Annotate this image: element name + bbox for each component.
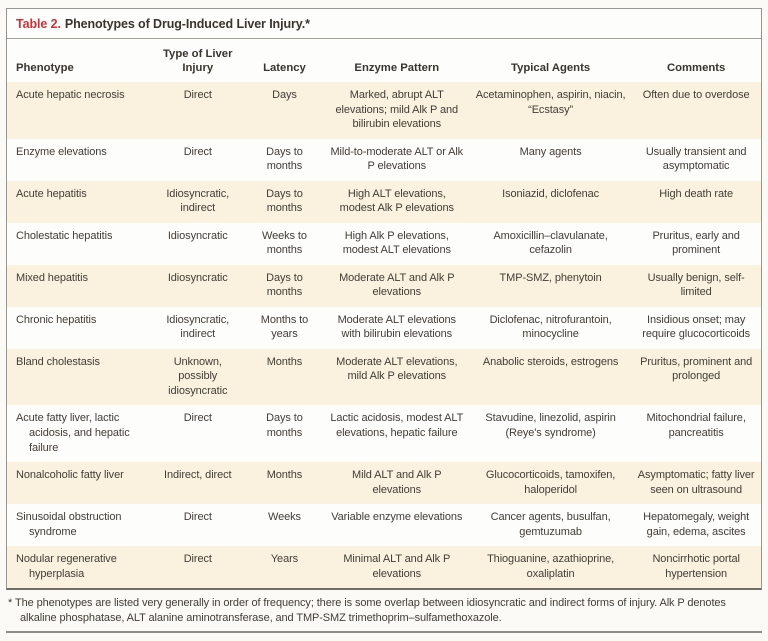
cell-enzyme-pattern: Minimal ALT and Alk P elevations — [343, 553, 451, 580]
cell-injury-type: Unknown, possibly idiosyncratic — [168, 355, 228, 397]
table-row — [7, 181, 761, 223]
cell-comments: Often due to overdose — [642, 89, 750, 102]
cell-typical-agents: Cancer agents, busulfan, gemtuzumab — [490, 511, 611, 538]
cell-enzyme-pattern: Moderate ALT elevations, mild Alk P elevations — [336, 355, 458, 383]
cell-comments: Hepatomegaly, weight gain, edema, ascites — [643, 511, 750, 538]
cell-latency: Days to months — [266, 145, 303, 173]
cell-comments: Pruritus, early and prominent — [652, 229, 740, 257]
table-title — [7, 9, 761, 39]
cell-comments: Pruritus, prominent and prolonged — [640, 355, 753, 383]
cell-latency: Days to months — [266, 271, 303, 299]
cell-injury-type: Idiosyncratic — [167, 229, 228, 242]
cell-latency: Months — [266, 469, 303, 482]
cell-comments: Mitochondrial failure, pancreatitis — [646, 412, 746, 439]
table-row — [7, 265, 761, 307]
cell-phenotype: Mixed hepatitis — [16, 271, 88, 284]
cell-injury-type: Direct — [183, 553, 212, 566]
cell-latency: Months to years — [260, 313, 309, 341]
phenotypes-table — [7, 39, 761, 588]
table-footnote — [8, 596, 760, 626]
cell-injury-type: Idiosyncratic — [167, 271, 228, 284]
cell-enzyme-pattern: Moderate ALT and Alk P elevations — [339, 271, 455, 299]
table-row — [7, 546, 761, 588]
cell-phenotype: Acute hepatic necrosis — [16, 89, 125, 102]
cell-phenotype: Sinusoidal obstruction syndrome — [16, 511, 122, 538]
cell-enzyme-pattern: Mild ALT and Alk P elevations — [352, 469, 442, 496]
cell-injury-type: Idiosyncratic, indirect — [166, 187, 230, 215]
cell-typical-agents: Acetaminophen, aspirin, niacin, “Ecstasy” — [475, 89, 626, 116]
cell-enzyme-pattern: Marked, abrupt ALT elevations; mild Alk P and bilirubin elevations — [335, 89, 459, 131]
cell-phenotype: Acute fatty liver, lactic acidosis, and hepatic failure — [16, 412, 130, 454]
cell-injury-type: Direct — [183, 511, 212, 524]
cell-latency: Months — [266, 355, 303, 368]
col-header-phenotype: Phenotype — [7, 39, 150, 82]
col-header-enzyme-pattern: Enzyme Pattern — [324, 39, 470, 82]
col-header-typical-agents: Typical Agents — [470, 39, 631, 82]
col-header-latency: Latency — [245, 39, 323, 82]
header-row — [7, 39, 761, 82]
table-row — [7, 82, 761, 139]
table-row — [7, 405, 761, 462]
cell-comments: Usually transient and asymptomatic — [645, 145, 747, 173]
cell-comments: Noncirrhotic portal hypertension — [652, 553, 740, 580]
table-row — [7, 307, 761, 349]
cell-injury-type: Indirect, direct — [164, 469, 232, 482]
cell-enzyme-pattern: Lactic acidosis, modest ALT elevations, hepatic failure — [330, 412, 464, 439]
cell-typical-agents: Glucocorticoids, tamoxifen, haloperidol — [485, 469, 616, 496]
cell-latency: Weeks — [267, 511, 301, 524]
cell-injury-type: Idiosyncratic, indirect — [166, 313, 230, 341]
cell-phenotype: Chronic hepatitis — [16, 313, 97, 326]
table-frame — [6, 8, 762, 590]
cell-comments: Insidious onset; may require glucocorticoids — [642, 313, 751, 341]
table-row — [7, 462, 761, 504]
cell-latency: Days to months — [266, 412, 303, 439]
cell-comments: High death rate — [659, 187, 733, 200]
cell-phenotype: Nonalcoholic fatty liver — [16, 469, 124, 482]
cell-typical-agents: Isoniazid, diclofenac — [502, 187, 600, 200]
cell-enzyme-pattern: Moderate ALT elevations with bilirubin elevations — [337, 313, 456, 341]
table-figure — [6, 8, 762, 633]
cell-phenotype: Bland cholestasis — [16, 355, 100, 368]
table-number-label: Table 2. — [16, 17, 61, 31]
col-header-injury-type: Type of Liver Injury — [150, 39, 245, 82]
col-header-comments: Comments — [631, 39, 761, 82]
table-row — [7, 139, 761, 181]
table-row — [7, 223, 761, 265]
cell-phenotype: Enzyme elevations — [16, 145, 107, 158]
table-row — [7, 504, 761, 546]
cell-typical-agents: Anabolic steroids, estrogens — [482, 355, 619, 368]
cell-latency: Years — [270, 553, 299, 566]
cell-typical-agents: TMP-SMZ, phenytoin — [499, 271, 602, 284]
cell-enzyme-pattern: High ALT elevations, modest Alk P elevations — [339, 187, 454, 215]
cell-injury-type: Direct — [183, 89, 212, 102]
table-title-text: Phenotypes of Drug-Induced Liver Injury.* — [64, 17, 310, 31]
cell-enzyme-pattern: Variable enzyme elevations — [331, 511, 463, 524]
table-row — [7, 349, 761, 406]
cell-phenotype: Nodular regenerative hyperplasia — [16, 553, 117, 580]
cell-latency: Days to months — [266, 187, 303, 215]
cell-comments: Asymptomatic; fatty liver seen on ultrasound — [637, 469, 755, 496]
cell-typical-agents: Amoxicillin–clavulanate, cefazolin — [493, 229, 608, 257]
cell-typical-agents: Diclofenac, nitrofurantoin, minocycline — [489, 313, 612, 341]
cell-latency: Days — [272, 89, 297, 102]
cell-typical-agents: Stavudine, linezolid, aspirin (Reye's syndrome) — [485, 412, 616, 439]
cell-typical-agents: Thioguanine, azathioprine, oxaliplatin — [487, 553, 615, 580]
cell-latency: Weeks to months — [262, 229, 307, 257]
footnote-text: The phenotypes are listed very generally in order of frequency; there is some overlap between idiosyncratic and indirect forms of injury. Alk P denotes alkaline phosphatase, ALT alanine aminotransferase, and TMP-SMZ trimethoprim–sulfamethoxazole. — [14, 597, 726, 624]
bottom-rule — [6, 631, 762, 633]
cell-enzyme-pattern: Mild-to-moderate ALT or Alk P elevations — [330, 145, 464, 173]
cell-injury-type: Direct — [183, 412, 212, 425]
footnote-marker: * — [8, 597, 13, 610]
cell-phenotype: Cholestatic hepatitis — [16, 229, 113, 242]
cell-comments: Usually benign, self-limited — [647, 271, 745, 299]
cell-phenotype: Acute hepatitis — [16, 187, 87, 200]
cell-enzyme-pattern: High Alk P elevations, modest ALT elevations — [342, 229, 451, 257]
cell-typical-agents: Many agents — [519, 145, 582, 158]
cell-injury-type: Direct — [183, 145, 212, 158]
